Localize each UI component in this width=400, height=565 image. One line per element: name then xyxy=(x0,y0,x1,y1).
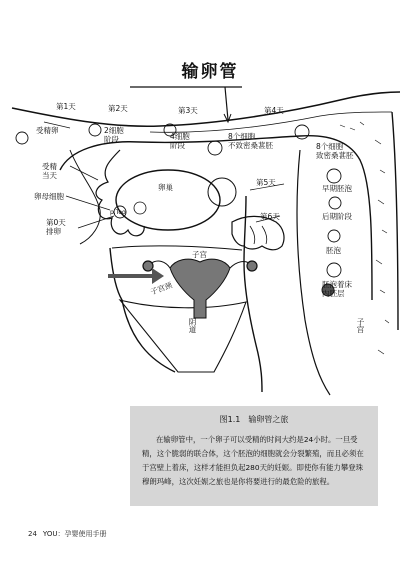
heading-pointer xyxy=(225,87,228,120)
label-day4: 第4天 xyxy=(264,106,284,115)
caption-box xyxy=(130,406,378,506)
label-uterus: 子宫 xyxy=(192,250,207,259)
waist-line xyxy=(112,246,242,250)
label-two-cell: 2细胞 阶段 xyxy=(104,126,124,144)
label-eight-cell-loose: 8个细胞 不致密桑葚胚 xyxy=(228,132,273,150)
page-footer xyxy=(28,529,112,539)
label-day5: 第5天 xyxy=(256,178,276,187)
figure-heading: 输卵管 xyxy=(181,62,239,82)
label-early-blastocyst: 早期胚泡 xyxy=(322,184,352,193)
book-title: YOU：孕婴使用手册 xyxy=(42,530,107,538)
caption-title: 图1.1 输卵管之旅 xyxy=(219,415,289,424)
label-day1: 第1天 xyxy=(56,102,76,111)
label-uterus-wall: 子宫 xyxy=(356,318,365,333)
body-right-side xyxy=(244,196,262,392)
underwear-outline xyxy=(120,300,246,372)
tube-channel xyxy=(150,112,392,132)
label-day2: 第2天 xyxy=(108,104,128,113)
label-day3: 第3天 xyxy=(178,106,198,115)
label-ovary: 卵巢 xyxy=(158,183,173,192)
fimbriae xyxy=(96,150,144,236)
label-day6: 第6天 xyxy=(260,212,280,221)
label-fertilization-day: 受精 当天 xyxy=(42,162,57,180)
label-ovum-cell: 卵母细胞 xyxy=(34,192,64,201)
label-fertilized-egg: 受精卵 xyxy=(36,126,59,135)
ovary-shape xyxy=(116,170,220,230)
label-implantation: 胚泡着床 内胚层 xyxy=(322,280,352,298)
page-number: 24 xyxy=(28,530,37,538)
label-four-cell: 4细胞 阶段 xyxy=(170,132,190,150)
caption-body: 在输卵管中，一个卵子可以受精的时间大约是24小时。一旦受精，这个脆弱的联合体，这个胚泡的细胞就会分裂繁殖，而且必须在于宫壁上着床，这样才能担负起280天的妊娠。即使你有能力攀登珠穆朗玛峰，这次妊娠之旅也是你将要进行的最危险的旅程。 xyxy=(142,435,364,486)
label-late-stage: 后期阶段 xyxy=(322,212,352,221)
label-blastocyst: 胚泡 xyxy=(326,246,341,255)
label-cervix: 子宫颈 xyxy=(149,280,174,297)
uterus-right-wall xyxy=(392,112,398,330)
label-vagina: 阴道 xyxy=(188,318,197,333)
uterus-drawing xyxy=(170,259,230,318)
label-p-too: p.Too xyxy=(110,209,126,216)
label-day0: 第0天 排卵 xyxy=(46,218,66,236)
label-eight-cell-compact: 8个细胞 致密桑葚胚 xyxy=(316,142,354,160)
